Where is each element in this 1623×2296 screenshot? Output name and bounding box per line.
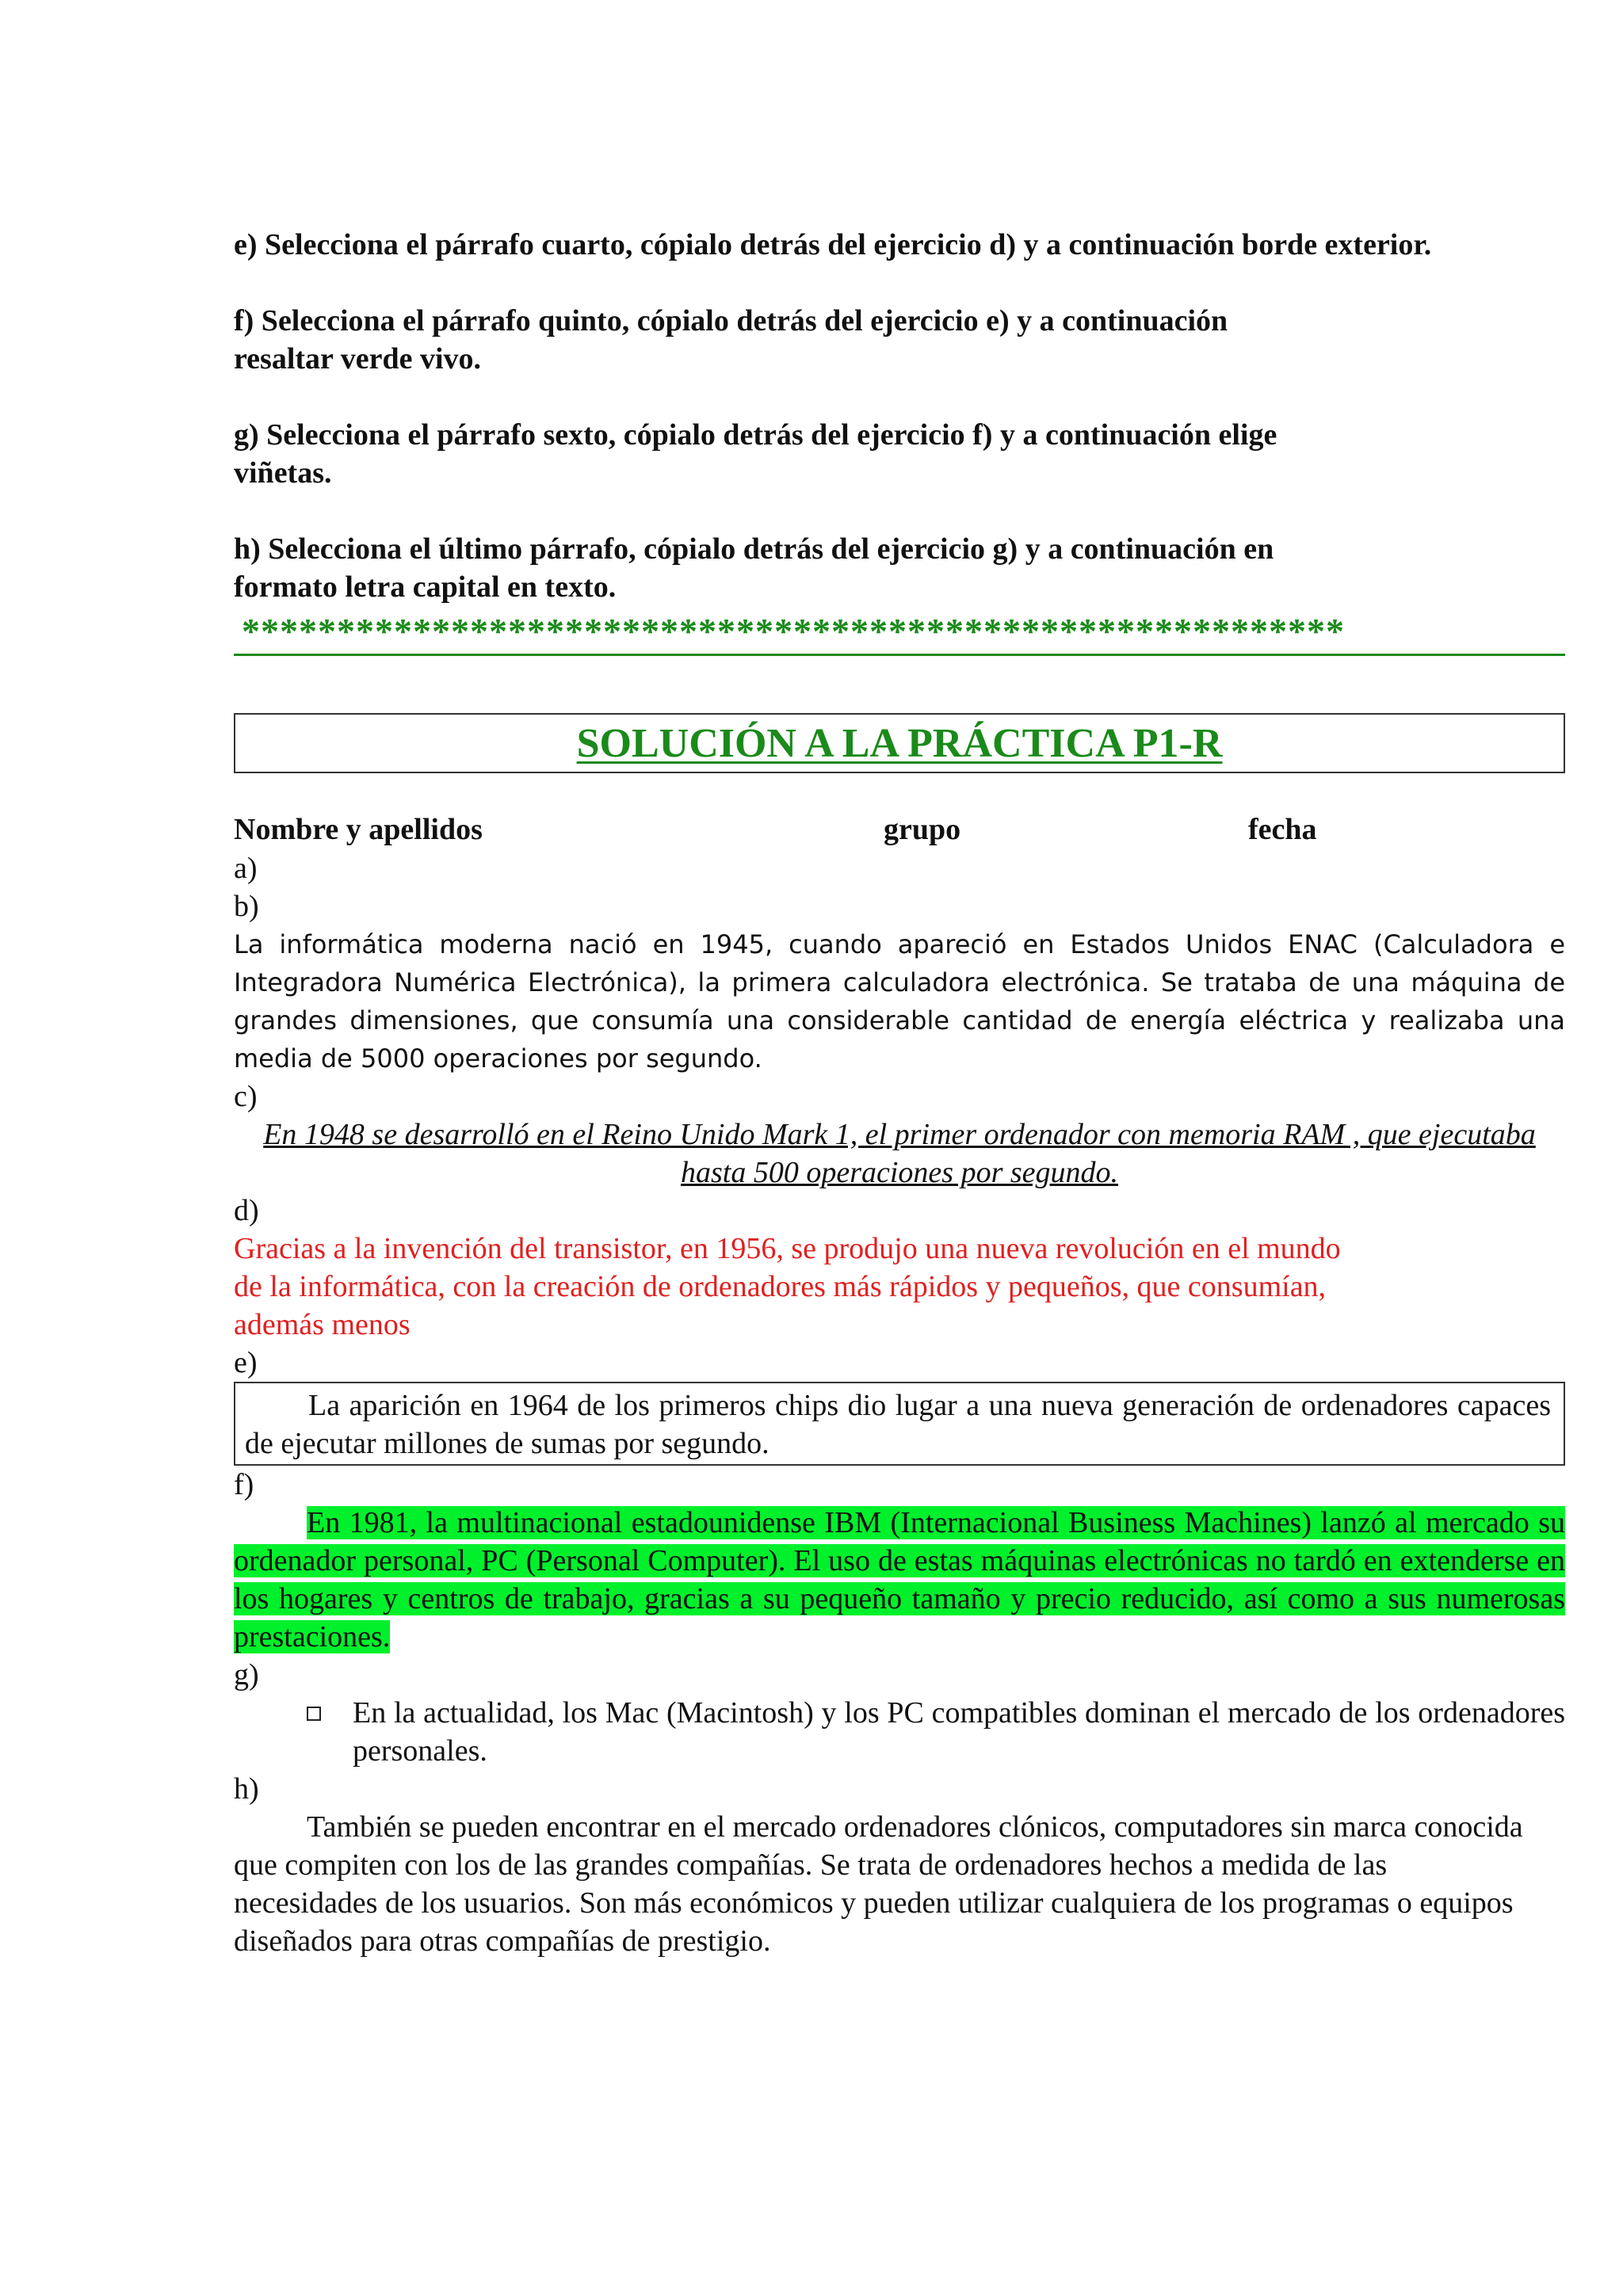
paragraph-c: En 1948 se desarrolló en el Reino Unido Mark 1, el primer ordenador con memoria RAM , que ejecutaba hasta 500 operaciones por segundo. <box>263 1118 1536 1189</box>
instruction-f: f) Selecciona el párrafo quinto, cópialo detrás del ejercicio e) y a continuación resaltar verde vivo. <box>234 304 1228 376</box>
paragraph-b: La informática moderna nació en 1945, cuando apareció en Estados Unidos ENAC (Calculadora e Integradora Numérica Electrónica), la primera calculadora electrónica. Se trataba de una máquina de grandes dimensiones, que consumía una considerable cantidad de energía eléctrica y realizaba una media de 5000 operaciones por segundo. <box>234 929 1565 1074</box>
paragraph-h: También se pueden encontrar en el mercado ordenadores clónicos, computadores sin marca conocida que compiten con los de las grandes compañías. Se trata de ordenadores hechos a medida de las necesidades de los usuarios. Son más económicos y pueden utilizar cualquiera de los programas o equipos diseñados para otras compañías de prestigio. <box>234 1810 1523 1958</box>
separator-line: ********************************************************** <box>234 612 1565 656</box>
label-g: g) <box>234 1658 259 1691</box>
instruction-h: h) Selecciona el último párrafo, cópialo detrás del ejercicio g) y a continuación en formato letra capital en texto. <box>234 532 1274 604</box>
title-box <box>234 713 1565 773</box>
date-label: fecha <box>1248 813 1317 846</box>
instruction-e: e) Selecciona el párrafo cuarto, cópialo detrás del ejercicio d) y a continuación borde exterior. <box>234 228 1432 261</box>
paragraph-d: Gracias a la invención del transistor, en 1956, se produjo una nueva revolución en el mundo de la informática, con la creación de ordenadores más rápidos y pequeños, que consumían, además menos <box>234 1232 1341 1341</box>
label-d: d) <box>234 1194 259 1227</box>
bulleted-item <box>234 1694 1565 1770</box>
label-e: e) <box>234 1346 258 1379</box>
group-label: grupo <box>884 813 961 846</box>
label-a: a) <box>234 852 258 885</box>
paragraph-f <box>234 1504 1565 1656</box>
page-content <box>234 226 1565 1960</box>
label-f: f) <box>234 1468 254 1501</box>
page-title: SOLUCIÓN A LA PRÁCTICA P1-R <box>576 720 1223 766</box>
square-bullet-icon <box>307 1707 321 1721</box>
highlighted-text: En 1981, la multinacional estadounidense IBM (Internacional Business Machines) lanzó al mercado su ordenador personal, PC (Personal Computer). El uso de estas máquinas electrónicas no tardó en extenderse en los hogares y centros de trabajo, gracias a su pequeño tamaño y precio reducido, así como a sus numerosas prestaciones. <box>234 1506 1565 1653</box>
label-h: h) <box>234 1772 259 1806</box>
form-fields-row <box>234 810 1565 849</box>
label-b: b) <box>234 890 259 923</box>
paragraph-g: En la actualidad, los Mac (Macintosh) y los PC compatibles dominan el mercado de los ordenadores personales. <box>353 1696 1565 1768</box>
label-c: c) <box>234 1080 258 1113</box>
name-label: Nombre y apellidos <box>234 813 483 846</box>
instruction-g: g) Selecciona el párrafo sexto, cópialo detrás del ejercicio f) y a continuación elige viñetas. <box>234 418 1277 490</box>
paragraph-e-bordered: La aparición en 1964 de los primeros chips dio lugar a una nueva generación de ordenadores capaces de ejecutar millones de sumas por segundo. <box>234 1382 1565 1466</box>
